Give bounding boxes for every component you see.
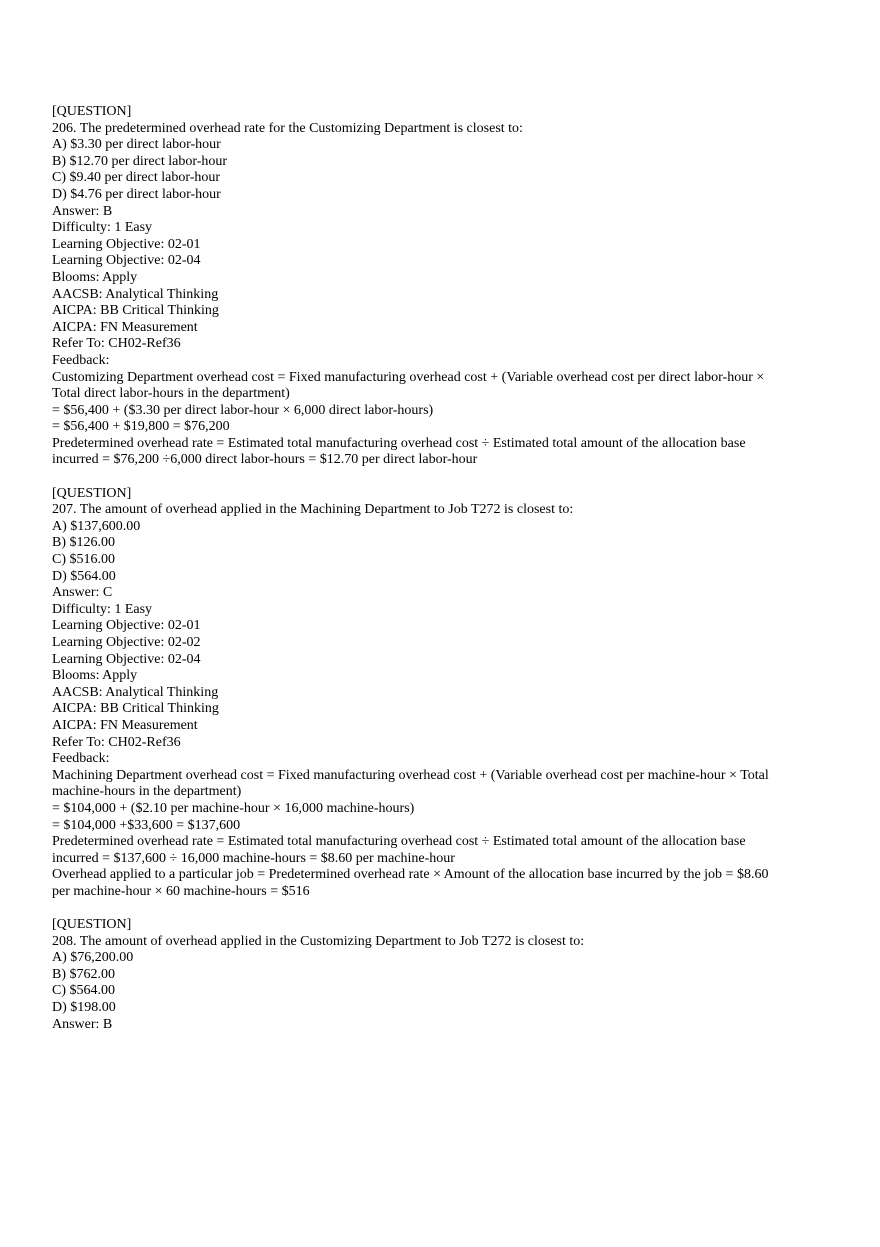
question-prompt: 208. The amount of overhead applied in the Customizing Department to Job T272 is closest to: <box>52 933 585 949</box>
meta-refer-to: Refer To: CH02-Ref36 <box>52 336 181 352</box>
meta-learning-objective: Learning Objective: 02-02 <box>52 635 201 650</box>
meta-learning-objective: Learning Objective: 02-04 <box>52 253 201 269</box>
feedback-label: Feedback: <box>52 751 110 767</box>
meta-aacsb: AACSB: Analytical Thinking <box>52 684 219 700</box>
meta-difficulty: Difficulty: 1 Easy <box>52 601 153 617</box>
meta-aacsb: AACSB: Analytical Thinking <box>52 286 219 302</box>
meta-aicpa: AICPA: FN Measurement <box>52 319 198 335</box>
question-207 <box>52 486 772 901</box>
feedback-line: Predetermined overhead rate = Estimated total manufacturing overhead cost ÷ Estimated total amount of the allocation base incurred = $76,200 ÷6,000 direct labor-hours = $12.70 per direct labor-hour <box>52 435 746 468</box>
feedback-label: Feedback: <box>52 352 110 368</box>
option-d: D) $198.00 <box>52 1000 116 1016</box>
feedback-line: = $56,400 + ($3.30 per direct labor-hour × 6,000 direct labor-hours) <box>52 402 434 418</box>
feedback-line: = $104,000 +$33,600 = $137,600 <box>52 817 241 833</box>
option-a: A) $3.30 per direct labor-hour <box>52 137 221 153</box>
feedback-line: = $56,400 + $19,800 = $76,200 <box>52 419 230 435</box>
meta-aicpa: AICPA: BB Critical Thinking <box>52 701 219 717</box>
meta-blooms: Blooms: Apply <box>52 269 138 285</box>
question-tag: [QUESTION] <box>52 485 132 501</box>
meta-learning-objective: Learning Objective: 02-01 <box>52 236 201 252</box>
meta-difficulty: Difficulty: 1 Easy <box>52 220 153 236</box>
meta-aicpa: AICPA: FN Measurement <box>52 717 198 733</box>
option-d: D) $4.76 per direct labor-hour <box>52 186 221 202</box>
meta-learning-objective: Learning Objective: 02-04 <box>52 651 201 667</box>
option-c: C) $564.00 <box>52 983 115 999</box>
question-208 <box>52 917 772 1033</box>
option-c: C) $516.00 <box>52 552 115 568</box>
meta-aicpa: AICPA: BB Critical Thinking <box>52 303 219 319</box>
feedback-line: Customizing Department overhead cost = Fixed manufacturing overhead cost + (Variable overhead cost per direct labor-hour × Total direct labor-hours in the department) <box>52 369 765 402</box>
option-a: A) $76,200.00 <box>52 950 134 966</box>
meta-refer-to: Refer To: CH02-Ref36 <box>52 734 181 750</box>
answer: Answer: C <box>52 585 113 601</box>
feedback-line: Overhead applied to a particular job = Predetermined overhead rate × Amount of the allocation base incurred by the job = $8.60 per machine-hour × 60 machine-hours = $516 <box>52 867 769 899</box>
feedback-line: Machining Department overhead cost = Fixed manufacturing overhead cost + (Variable overhead cost per machine-hour × Total machine-hours in the department) <box>52 767 769 800</box>
option-c: C) $9.40 per direct labor-hour <box>52 170 221 186</box>
feedback-line: Predetermined overhead rate = Estimated total manufacturing overhead cost ÷ Estimated total amount of the allocation base incurred = $137,600 ÷ 16,000 machine-hours = $8.60 per machine-hour <box>52 834 746 866</box>
question-prompt: 207. The amount of overhead applied in the Machining Department to Job T272 is closest to: <box>52 502 574 518</box>
option-a: A) $137,600.00 <box>52 518 141 534</box>
option-d: D) $564.00 <box>52 568 116 584</box>
answer: Answer: B <box>52 1016 113 1032</box>
meta-learning-objective: Learning Objective: 02-01 <box>52 618 201 634</box>
option-b: B) $126.00 <box>52 535 115 551</box>
meta-blooms: Blooms: Apply <box>52 668 138 684</box>
option-b: B) $762.00 <box>52 966 115 982</box>
answer: Answer: B <box>52 203 113 219</box>
question-tag: [QUESTION] <box>52 104 132 119</box>
question-206 <box>52 104 772 469</box>
document-page <box>52 104 772 1050</box>
feedback-line: = $104,000 + ($2.10 per machine-hour × 16,000 machine-hours) <box>52 800 415 816</box>
question-prompt: 206. The predetermined overhead rate for the Customizing Department is closest to: <box>52 120 523 136</box>
question-tag: [QUESTION] <box>52 917 132 933</box>
option-b: B) $12.70 per direct labor-hour <box>52 153 228 169</box>
